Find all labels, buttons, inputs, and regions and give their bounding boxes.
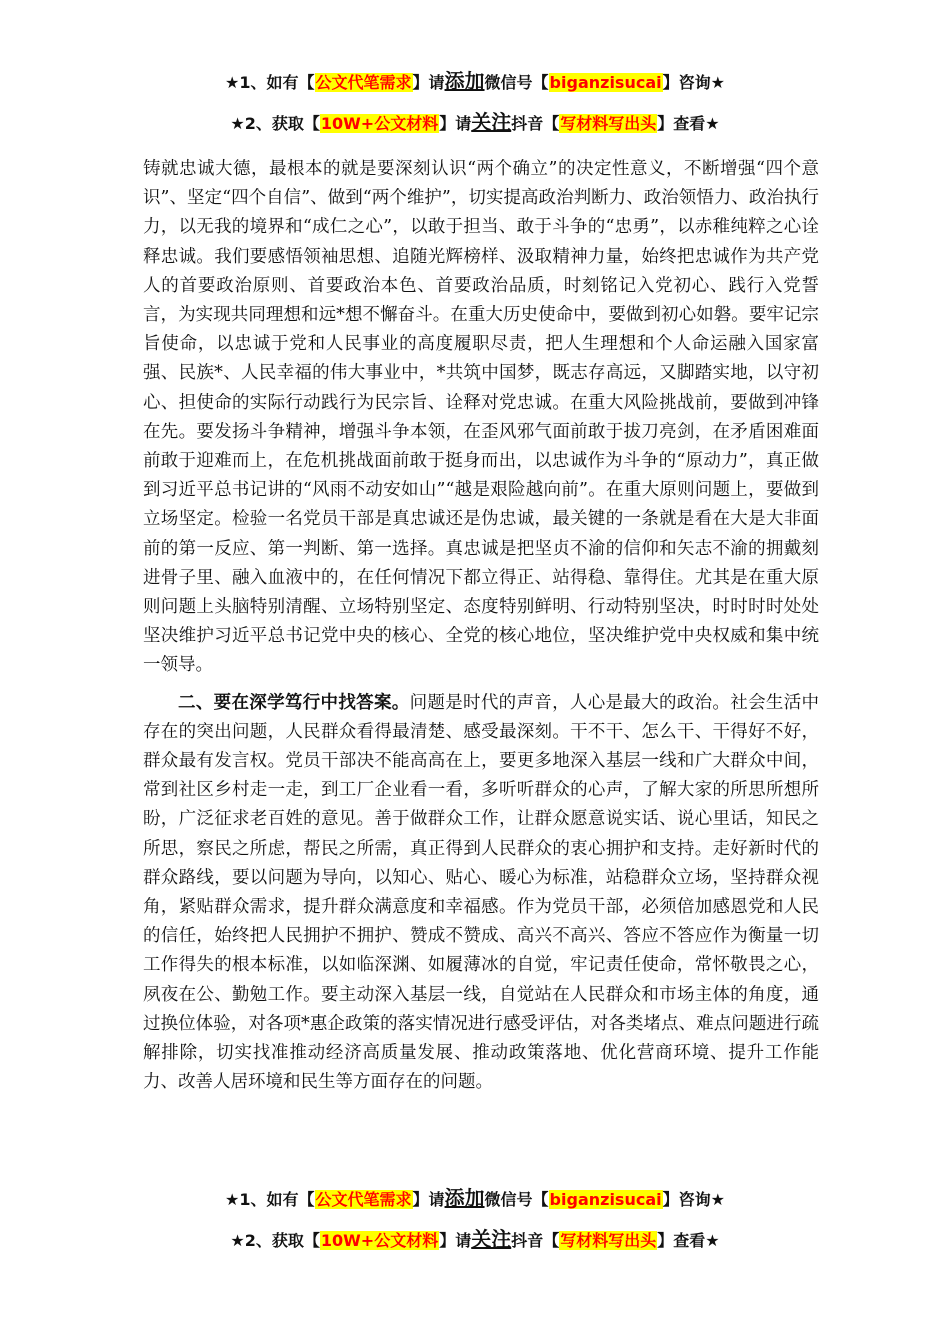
footer-2-highlight-douyin: 写材料写出头 [560, 1231, 657, 1250]
banner-2-highlight-douyin: 写材料写出头 [560, 114, 657, 133]
header-banner-1 [0, 70, 950, 94]
footer-1-suffix: 】咨询★ [662, 1190, 725, 1209]
banner-2-suffix: 】查看★ [657, 114, 720, 133]
banner-1-mid2: 微信号【 [484, 73, 549, 92]
paragraph-1: 铸就忠诚大德，最根本的就是要深刻认识“两个确立”的决定性意义，不断增强“四个意识”、坚定“四个自信”、做到“两个维护”，切实提高政治判断力、政治领悟力、政治执行力，以无我的境界和“成仁之心”，以敢于担当、敢于斗争的“忠勇”，以赤稚纯粹之心诠释忠诚。我们要感悟领袖思想、追随光辉榜样、汲取精神力量，始终把忠诚作为共产党人的首要政治原则、首要政治本色、首要政治品质，时刻铭记入党初心、践行入党誓言，为实现共同理想和远*想不懈奋斗。在重大历史使命中，要做到初心如磐。要牢记宗旨使命，以忠诚于党和人民事业的高度履职尽责，把人生理想和个人命运融入国家富强、民族*、人民幸福的伟大事业中，*共筑中国梦，既志存高远，又脚踏实地，以守初心、担使命的实际行动践行为民宗旨、诠释对党忠诚。在重大风险挑战前，要做到冲锋在先。要发扬斗争精神，增强斗争本领，在歪风邪气面前敢于拔刀亮剑，在矛盾困难面前敢于迎难而上，在危机挑战面前敢于挺身而出，以忠诚作为斗争的“原动力”，真正做到习近平总书记讲的“风雨不动安如山”“越是艰险越向前”。在重大原则问题上，要做到立场坚定。检验一名党员干部是真忠诚还是伪忠诚，最关键的一条就是看在大是大非面前的第一反应、第一判断、第一选择。真忠诚是把坚贞不渝的信仰和矢志不渝的拥戴刻进骨子里、融入血液中的，在任何情况下都立得正、站得稳、靠得住。尤其是在重大原则问题上头脑特别清醒、立场特别坚定、态度特别鲜明、行动特别坚决，时时时时处处坚决维护习近平总书记党中央的核心、全党的核心地位，坚决维护党中央权威和集中统一领导。 [143, 159, 819, 676]
banner-2-prefix: ★2、获取【 [230, 114, 320, 133]
footer-banner-2 [0, 1228, 950, 1252]
footer-2-suffix: 】查看★ [657, 1231, 720, 1250]
footer-2-prefix: ★2、获取【 [230, 1231, 320, 1250]
banner-1-mid1: 】请 [412, 73, 445, 92]
footer-1-mid1: 】请 [412, 1190, 445, 1209]
banner-2-highlight-materials: 10W+公文材料 [320, 114, 439, 133]
footer-2-mid1: 】请 [439, 1231, 472, 1250]
banner-2-mid2: 抖音【 [511, 114, 560, 133]
body-text [143, 155, 819, 1098]
footer-2-mid2: 抖音【 [511, 1231, 560, 1250]
banner-1-highlight-service: 公文代笔需求 [315, 73, 412, 92]
footer-2-emphasis: 关注 [471, 1227, 512, 1251]
banner-1-highlight-wechat: biganzisucai [549, 73, 662, 92]
paragraph-2-text: 问题是时代的声音，人心是最大的政治。社会生活中存在的突出问题，人民群众看得最清楚、感受最深刻。干不干、怎么干、干得好不好，群众最有发言权。党员干部决不能高高在上，要更多地深入基层一线和广大群众中间，常到社区乡村走一走，到工厂企业看一看，多听听群众的心声，了解大家的所思所想所盼，广泛征求老百姓的意见。善于做群众工作，让群众愿意说实话、说心里话，知民之所思，察民之所虑，帮民之所需，真正得到人民群众的衷心拥护和支持。走好新时代的群众路线，要以问题为导向，以知心、贴心、暖心为标准，站稳群众立场，坚持群众视角，紧贴群众需求，提升群众满意度和幸福感。作为党员干部，必须倍加感恩党和人民的信任，始终把人民拥护不拥护、赞成不赞成、高兴不高兴、答应不答应作为衡量一切工作得失的根本标准，以如临深渊、如履薄冰的自觉，牢记责任使命，常怀敬畏之心，夙夜在公、勤勉工作。要主动深入基层一线，自觉站在人民群众和市场主体的角度，通过换位体验，对各项*惠企政策的落实情况进行感受评估，对各类堵点、难点问题进行疏解排除，切实找准推动经济高质量发展、推动政策落地、优化营商环境、提升工作能力、改善人居环境和民生等方面存在的问题。 [143, 692, 820, 1093]
banner-1-suffix: 】咨询★ [662, 73, 725, 92]
footer-1-highlight-service: 公文代笔需求 [315, 1190, 412, 1209]
paragraph-2 [143, 689, 819, 1098]
header-banner-2 [0, 111, 950, 135]
footer-banner-1 [0, 1187, 950, 1211]
banner-2-mid1: 】请 [439, 114, 472, 133]
banner-1-emphasis: 添加 [444, 69, 485, 93]
footer-1-mid2: 微信号【 [484, 1190, 549, 1209]
banner-2-emphasis: 关注 [471, 110, 512, 134]
footer-1-highlight-wechat: biganzisucai [549, 1190, 662, 1209]
banner-1-prefix: ★1、如有【 [225, 73, 315, 92]
footer-1-prefix: ★1、如有【 [225, 1190, 315, 1209]
footer-1-emphasis: 添加 [444, 1186, 485, 1210]
footer-2-highlight-materials: 10W+公文材料 [320, 1231, 439, 1250]
section-heading: 二、要在深学笃行中找答案。 [178, 692, 410, 713]
